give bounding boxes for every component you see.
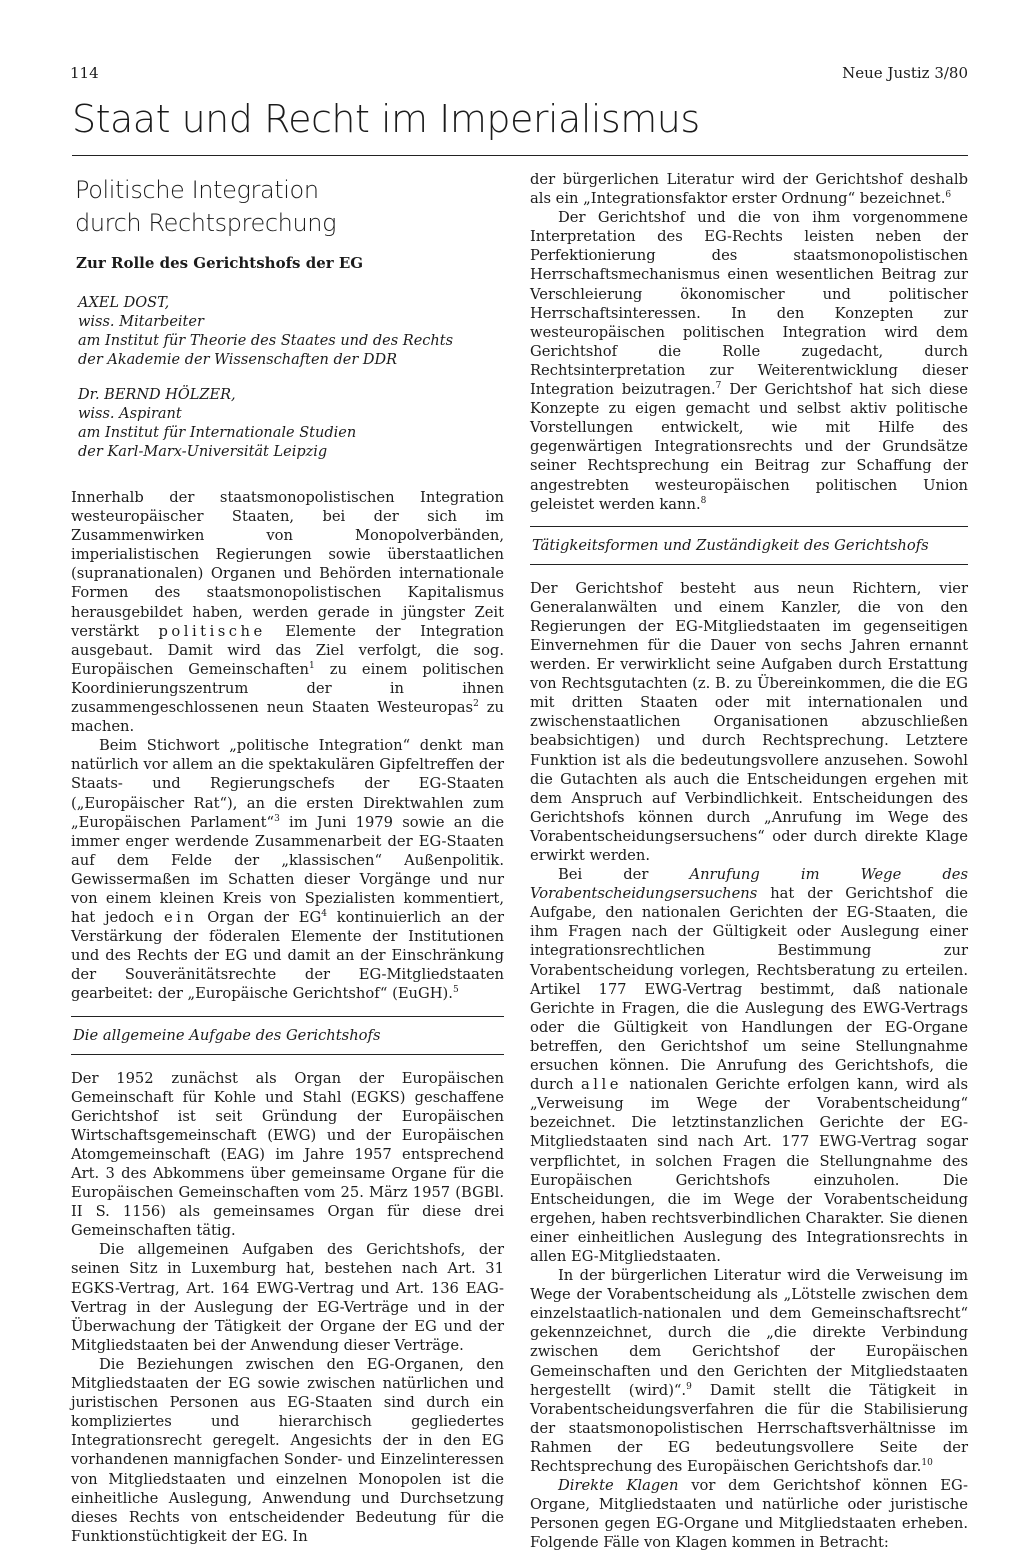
author-affiliation: der Akademie der Wissenschaften der DDR <box>78 352 398 368</box>
author-name: AXEL DOST, <box>78 295 170 311</box>
footnote-marker: 8 <box>700 495 707 506</box>
footnote-marker: 4 <box>321 909 327 920</box>
section-rule <box>71 1016 504 1017</box>
author-role: wiss. Aspirant <box>78 406 182 422</box>
author-name: Dr. BERND HÖLZER, <box>78 387 236 403</box>
author-block <box>78 386 504 462</box>
body-paragraph: Direkte Klagen vor dem Gerichtshof können EG-Organe, Mitgliedstaaten und natürliche oder juristische Personen gegen EG-Organe und Mitgliedstaaten erheben. Folgende Fälle von Klagen kommen in Betracht: <box>530 1477 968 1552</box>
footnote-marker: 5 <box>452 985 459 996</box>
footnote-marker: 1 <box>308 660 315 671</box>
section-heading: Tätigkeitsformen und Zuständigkeit des Gerichtshofs <box>532 536 929 554</box>
footnote-marker: 6 <box>945 190 952 201</box>
footnote-marker: 9 <box>686 1381 692 1392</box>
body-paragraph: In der bürgerlichen Literatur wird die Verweisung im Wege der Vorabentscheidung als „Lötstelle zwischen dem einzelstaatlich-nationalen und dem Gemeinschaftsrecht“ gekennzeichnet, durch die „die direkte Verbindung zwischen dem Gerichtshof der Europäischen Gemeinschaften und den Gerichten der Mitgliedstaaten hergestellt (wird)“.$^9$ Damit stellt die Tätigkeit in Vorabentscheidungsverfahren die für die Stabilisierung der staatsmonopolistischen Herrschaftsverhältnisse im Rahmen der EG bedeutungsvollere Seite der Rechtsprechung des Europäischen Gerichtshofs dar.$^{10}$ <box>530 1267 968 1475</box>
body-paragraph: Die Beziehungen zwischen den EG-Organen, den Mitgliedstaaten der EG sowie zwischen natürlichen und juristischen Personen aus EG-Staaten sind durch ein kompliziertes und hierarchisch gegliedertes Integrationsrecht geregelt. Angesichts der in den EG vorhandenen mannigfachen Sonder- und Einzelinteressen von Mitgliedstaaten und einzelnen Monopolen ist die einheitliche Auslegung, Anwendung und Durchsetzung dieses Rechts von entscheidender Bedeutung für die Funktionstüchtigkeit der EG. In <box>71 1355 504 1545</box>
body-paragraph: Beim Stichwort „politische Integration“ denkt man natürlich vor allem an die spektakulären Gipfeltreffen der Staats- und Regierungschefs der EG-Staaten („Europäischer Rat“), an die ersten Direktwahlen zum „Europäischen Parlament“$^3$ im Juni 1979 sowie an die immer enger werdende Zusammenarbeit der EG-Staaten auf dem Felde der „klassischen“ Außenpolitik. Gewissermaßen im Schatten dieser Vorgänge und nur von einem kleinen Kreis von Spezialisten kommentiert, hat jedoch ein Organ der $EG^4$ kontinuierlich an der Verstärkung der föderalen Elemente der Institutionen und des Rechts der EG und damit an der Einschränkung der Souveränitätsrechte der EG-Mitgliedstaaten gearbeitet: der „Europäische Gerichtshof“ (EuGH).$^5$ <box>71 737 505 1003</box>
body-paragraph: Der Gerichtshof und die von ihm vorgenommene Interpretation des EG-Rechts leisten neben der Perfektionierung des staatsmonopolistischen Herrschaftsmechanismus einen wesentlichen Beitrag zur Verschleierung ökonomischer und politischer Herrschaftsinteressen. In den Konzepten zur westeuropäischen politischen Integration wird dem Gerichtshof die Rolle zugedacht, durch Rechtsinterpretation zur Weiterentwicklung dieser Integration beizutragen.$^7$ Der Gerichtshof hat sich diese Konzepte zu eigen gemacht und selbst aktiv politische Vorstellungen entwickelt, wie mit Hilfe des gegenwärtigen Integrationsrechts und der Grundsätze seiner Rechtsprechung ein Beitrag zur Schaffung der angestrebten westeuropäischen politischen Union geleistet werden kann.$^8$ <box>530 209 968 513</box>
article-title-line: Politische Integration <box>75 176 319 204</box>
body-paragraph: der bürgerlichen Literatur wird der Gerichtshof deshalb als ein „Integrationsfaktor erster Ordnung“ bezeichnet.$^6$ <box>530 171 968 208</box>
section-rule <box>530 564 968 565</box>
body-paragraph: Der 1952 zunächst als Organ der Europäischen Gemeinschaft für Kohle und Stahl (EGKS) geschaffene Gerichtshof ist seit Gründung der Europäischen Wirtschaftsgemeinschaft (EWG) und der Europäischen Atomgemeinschaft (EAG) im Jahre 1957 entsprechend Art. 3 des Abkommens über gemeinsame Organe für die Europäischen Gemeinschaften vom 25. März 1957 (BGBl. II S. 1156) als gemeinsames Organ für diese drei Gemeinschaften tätig. <box>71 1069 504 1240</box>
footnote-marker: 7 <box>715 381 722 392</box>
left-column <box>71 170 504 1546</box>
section-rule <box>530 526 968 527</box>
header-rule <box>72 155 968 156</box>
article-subtitle: Zur Rolle des Gerichtshofs der EG <box>76 254 364 272</box>
article-title <box>75 174 504 240</box>
author-affiliation: am Institut für Theorie des Staates und des Rechts <box>78 333 454 349</box>
footnote-marker: 2 <box>473 699 479 710</box>
footnote-marker: 3 <box>274 813 280 824</box>
footnote-marker: 10 <box>921 1458 933 1469</box>
journal-issue: Neue Justiz 3/80 <box>842 64 968 82</box>
section-title: Staat und Recht im Imperialismus <box>72 97 700 141</box>
body-paragraph: Innerhalb der staatsmonopolistischen Integration westeuropäischer Staaten, bei der sich im Zusammenwirken von Monopolverbänden, imperialistischen Regierungen sowie überstaatlichen (supranationalen) Organen und Behörden internationale Formen des staatsmonopolistischen Kapitalismus herausgebildet haben, werden gerade in jüngster Zeit verstärkt politische Elemente der Integration ausgebaut. Damit wird das Ziel verfolgt, die sog. Europäischen Gemeinschaften$^1$ zu einem politischen Koordinierungszentrum der in ihnen zusammengeschlossenen neun Staaten Westeuropas$^2$ zu machen. <box>71 489 505 736</box>
section-rule <box>71 1054 504 1055</box>
body-paragraph: Bei der Anrufung im Wege des Vorabentscheidungsersuchens hat der Gerichtshof die Aufgabe, den nationalen Gerichten der EG-Staaten, die ihm Fragen nach der Gültigkeit oder Auslegung einer integrationsrechtlichen Bestimmung zur Vorabentscheidung vorlegen, Rechtsberatung zu erteilen. Artikel 177 EWG-Vertrag bestimmt, daß nationale Gerichte in Fragen, die die Auslegung des EWG-Vertrags oder die Gültigkeit von Handlungen der EG-Organe betreffen, den Gerichtshof um seine Stellungnahme ersuchen können. Die Anrufung des Gerichtshofs, die durch alle nationalen Gerichte erfolgen kann, wird als „Verweisung im Wege der Vorabentscheidung“ bezeichnet. Die letztinstanzlichen Gerichte der EG-Mitgliedstaaten sind nach Art. 177 EWG-Vertrag sogar verpflichtet, in solchen Fragen die Stellungnahme des Europäischen Gerichtshofs einzuholen. Die Entscheidungen, die im Wege der Vorabentscheidung ergehen, haben rechtsverbindlichen Charakter. Sie dienen einer einheitlichen Auslegung des Integrationsrechts in allen EG-Mitgliedstaaten. <box>530 866 968 1265</box>
author-block <box>78 294 504 370</box>
body-paragraph: Die allgemeinen Aufgaben des Gerichtshofs, der seinen Sitz in Luxemburg hat, bestehen nach Art. 31 EGKS-Vertrag, Art. 164 EWG-Vertrag und Art. 136 EAG-Vertrag in der Auslegung der EG-Verträge und in der Überwachung der Tätigkeit der Organe der EG und der Mitgliedstaaten bei der Anwendung dieser Verträge. <box>71 1241 504 1354</box>
author-affiliation: der Karl-Marx-Universität Leipzig <box>78 444 328 460</box>
body-paragraph: Der Gerichtshof besteht aus neun Richtern, vier Generalanwälten und einem Kanzler, die von den Regierungen der EG-Mitgliedstaaten im gegenseitigen Einvernehmen für die Dauer von sechs Jahren ernannt werden. Er verwirklicht seine Aufgaben durch Erstattung von Rechtsgutachten (z. B. zu Übereinkommen, die die EG mit dritten Staaten oder mit internationalen und zwischenstaatlichen Organisationen abzuschließen beabsichtigen) und durch Rechtsprechung. Letztere Funktion ist als die bedeutungsvollere anzusehen. Sowohl die Gutachten als auch die Entscheidungen ergehen mit dem Anspruch auf Verbindlichkeit. Entscheidungen des Gerichtshofs können durch „Anrufung im Wege des Vorabentscheidungsersuchens“ oder durch direkte Klage erwirkt werden. <box>530 579 968 864</box>
author-affiliation: am Institut für Internationale Studien <box>78 425 357 441</box>
right-column <box>530 170 968 1552</box>
author-role: wiss. Mitarbeiter <box>78 314 204 330</box>
page-number: 114 <box>70 64 99 82</box>
article-title-line: durch Rechtsprechung <box>75 209 337 237</box>
section-heading: Die allgemeine Aufgabe des Gerichtshofs <box>73 1026 381 1044</box>
